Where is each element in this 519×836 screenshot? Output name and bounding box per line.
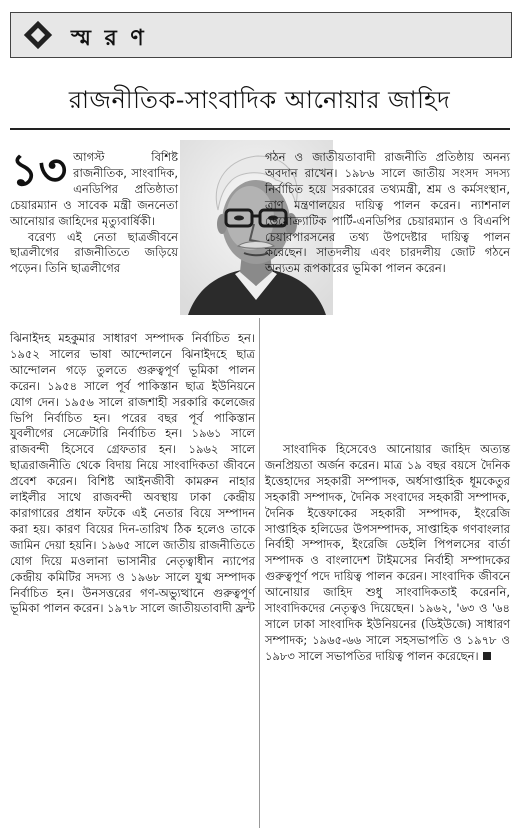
headline-rule xyxy=(10,128,510,130)
drop-cap: ১৩ xyxy=(10,145,68,196)
article-column-left-top xyxy=(10,145,178,277)
diamond-icon xyxy=(23,20,53,50)
article-headline: রাজনীতিক-সাংবাদিক আনোয়ার জাহিদ xyxy=(68,86,451,114)
article-paragraph: আগস্ট বিশিষ্ট রাজনীতিক, সাংবাদিক, এনডিপির প্রতিষ্ঠাতা চেয়ারম্যান ও সাবেক মন্ত্রী জননেতা আনোয়ার জাহিদের মৃত্যুবার্ষিকী। xyxy=(10,150,178,228)
article-paragraph xyxy=(265,442,510,665)
section-label: স্ম র ণ xyxy=(71,26,147,51)
article-column-left xyxy=(10,331,255,617)
section-banner xyxy=(10,12,512,58)
article-column-right xyxy=(265,442,510,665)
article-paragraph: ঝিনাইদহ মহকুমার সাধারণ সম্পাদক নির্বাচিত হন। ১৯৫২ সালের ভাষা আন্দোলনে ঝিনাইদহে ছাত্র আন্দোলন গড়ে তুলতে গুরুত্বপূর্ণ ভূমিকা পালন করেন। ১৯৫৪ সালে পূর্ব পাকিস্তান ছাত্র ইউনিয়নে যোগ দেন। ১৯৫৬ সালে রাজশাহী সরকারি কলেজের ভিপি নির্বাচিত হন। পরের বছর পূর্ব পাকিস্তান যুবলীগের সেক্রেটারি নির্বাচিত হন। ১৯৬১ সালে রাজবন্দী হিসেবে গ্রেফতার হন। ১৯৬২ সালে ছাত্ররাজনীতি থেকে বিদায় নিয়ে সাংবাদিকতা জীবনে প্রবেশ করেন। বিশিষ্ট আইনজীবী কামরুন নাহার লাইলীর সাথে রাজবন্দী অবস্থায় ঢাকা কেন্দ্রীয় কারাগারের প্রধান ফটকে এই নেতার বিয়ে সম্পাদন করা হয়। কারণ বিয়ের দিন-তারিখ ঠিক হলেও তাকে জামিন দেয়া হয়নি। ১৯৬৫ সালে জাতীয় রাজনীতিতে যোগ দিয়ে মওলানা ভাসানীর নেতৃত্বাধীন ন্যাপের কেন্দ্রীয় কমিটির সদস্য ও ১৯৬৮ সালে যুগ্ম সম্পাদক নির্বাচিত হন। উনসত্তরের গণ-অভ্যুত্থানে গুরুত্বপূর্ণ ভূমিকা পালন করেন। ১৯৭৮ সালে জাতীয়তাবাদী ফ্রন্ট xyxy=(10,331,255,616)
article-paragraph: গঠন ও জাতীয়তাবাদী রাজনীতি প্রতিষ্ঠায় অনন্য অবদান রাখেন। ১৯৮৬ সালে জাতীয় সংসদ সদস্য নির্বাচিত হয়ে সরকারের তথ্যমন্ত্রী, শ্রম ও কর্মসংস্থান, ত্রাণ মন্ত্রণালয়ের দায়িত্ব পালন করেন। ন্যাশনাল ডেমোক্র্যাটিক পার্টি-এনডিপির চেয়ারম্যান ও বিএনপি চেয়ারপারসনের তথ্য উপদেষ্টার দায়িত্ব পালন করেছেন। সাতদলীয় এবং চারদলীয় জোট গঠনে অন্যতম রূপকারের ভূমিকা পালন করেন। xyxy=(265,150,510,276)
column-divider xyxy=(259,318,260,828)
article-column-right-top xyxy=(265,150,510,277)
end-mark-icon xyxy=(483,652,491,660)
article-paragraph-text: সাংবাদিক হিসেবেও আনোয়ার জাহিদ অত্যন্ত জনপ্রিয়তা অর্জন করেন। মাত্র ১৯ বছর বয়সে দৈনিক ইত্তেহাদের সহকারী সম্পাদক, অর্ধসাপ্তাহিক ধূমকেতুর সহকারী সম্পাদক, দৈনিক সংবাদের সহকারী সম্পাদক, দৈনিক ইত্তেফাকের সহকারী সম্পাদক, ইংরেজি সাপ্তাহিক হলিডের উপসম্পাদক, সাপ্তাহিক গণবাংলার নির্বাহী সম্পাদক, ইংরেজি ডেইলি পিপলসের বার্তা সম্পাদক ও বাংলাদেশ টাইমসের নির্বাহী সম্পাদকের গুরুত্বপূর্ণ পদে দায়িত্ব পালন করেন। সাংবাদিক জীবনে আনোয়ার জাহিদ শুধু সাংবাদিকতাই করেননি, সাংবাদিকদের নেতৃত্বও দিয়েছেন। ১৯৬২, '৬৩ ও '৬৪ সালে ঢাকা সাংবাদিক ইউনিয়নের (ডিইউজে) সাধারণ সম্পাদক; ১৯৬৫-৬৬ সালে সহসভাপতি ও ১৯৭৮ ও ১৯৮৩ সালে সভাপতির দায়িত্ব পালন করেছেন। xyxy=(265,442,510,663)
article-paragraph: বরেণ্য এই নেতা ছাত্রজীবনে ছাত্রলীগের রাজনীতিতে জড়িয়ে পড়েন। তিনি ছাত্রলীগের xyxy=(10,229,178,276)
